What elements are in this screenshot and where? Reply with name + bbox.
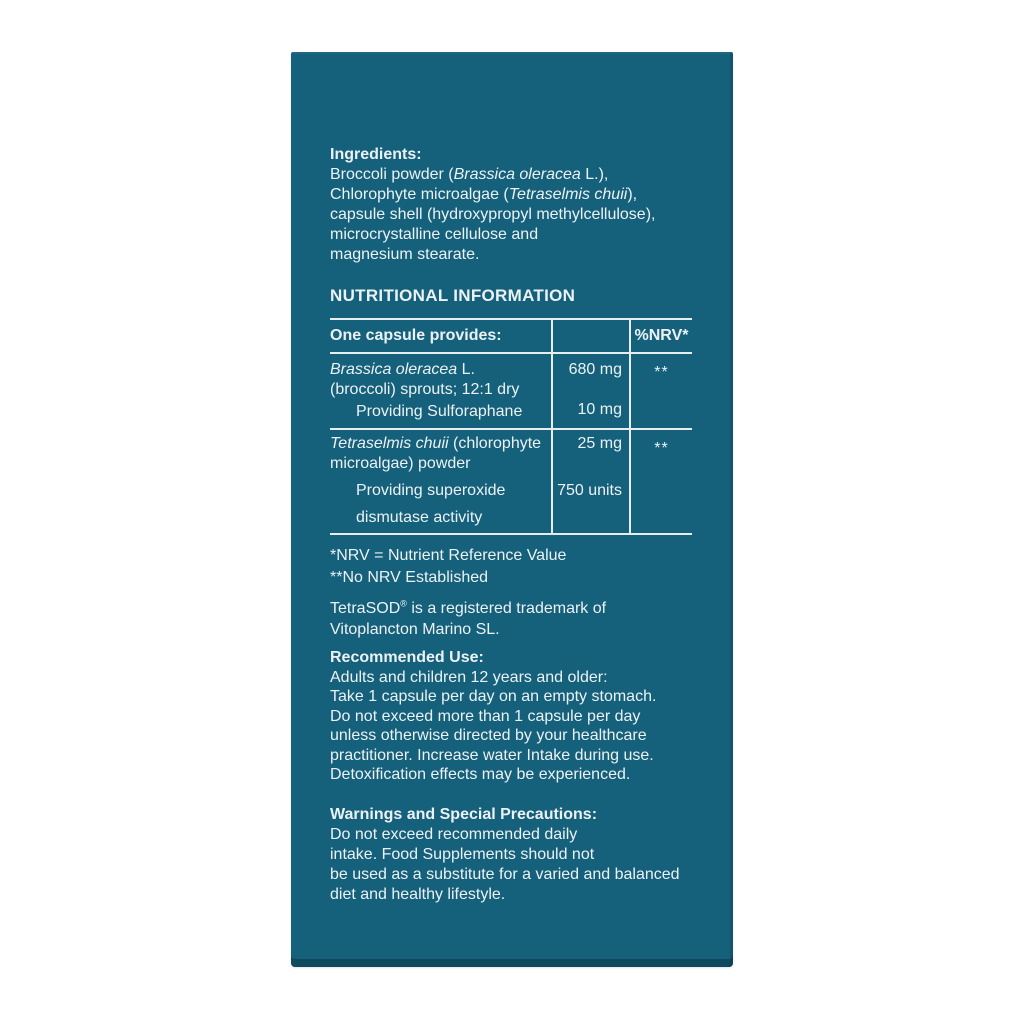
ingredient-text: ), bbox=[627, 186, 638, 203]
brand-name: TetraSOD bbox=[330, 600, 401, 617]
ingredient-text: L.), bbox=[580, 166, 609, 183]
sod-amount: 750 units bbox=[557, 482, 622, 499]
recommended-use-line: unless otherwise directed by your healthcare bbox=[330, 727, 647, 744]
nrv-footnotes bbox=[330, 545, 566, 589]
warnings-line: be used as a substitute for a varied and balanced bbox=[330, 866, 680, 883]
recommended-use-heading: Recommended Use: bbox=[330, 649, 484, 666]
supplement-box-back-panel bbox=[291, 52, 733, 967]
nutrition-table bbox=[330, 318, 692, 535]
ingredients-section bbox=[330, 145, 655, 265]
broccoli-amount: 680 mg bbox=[568, 361, 622, 378]
table-row-broccoli bbox=[330, 354, 692, 430]
tetraselmis-name-cell bbox=[330, 430, 551, 533]
warnings-line: Do not exceed recommended daily bbox=[330, 826, 578, 843]
registered-mark: ® bbox=[400, 598, 407, 609]
recommended-use-line: Do not exceed more than 1 capsule per day bbox=[330, 707, 641, 725]
ingredient-text: Broccoli powder ( bbox=[330, 166, 454, 183]
nutritional-information-heading: NUTRITIONAL INFORMATION bbox=[330, 286, 576, 305]
tetraselmis-amount: 25 mg bbox=[577, 435, 622, 452]
broccoli-name-cell bbox=[330, 354, 551, 428]
trademark-line2: Vitoplancton Marino SL. bbox=[330, 621, 500, 638]
broccoli-amount-cell bbox=[551, 354, 629, 428]
broccoli-name-line2: (broccoli) sprouts; 12:1 dry bbox=[330, 381, 520, 398]
broccoli-name-line1 bbox=[330, 360, 551, 380]
nrv-footnote-2: **No NRV Established bbox=[330, 569, 489, 586]
ingredient-text: Chlorophyte microalgae ( bbox=[330, 186, 509, 203]
sod-sub-row-label-line2: dismutase activity bbox=[356, 509, 483, 526]
ingredients-line: microcrystalline cellulose and bbox=[330, 226, 539, 243]
warnings-heading: Warnings and Special Precautions: bbox=[330, 806, 598, 823]
recommended-use-line: Detoxification effects may be experienced. bbox=[330, 766, 631, 783]
recommended-use-line: Take 1 capsule per day on an empty stomach. bbox=[330, 688, 657, 705]
species-name: Tetraselmis chuii bbox=[330, 435, 449, 452]
sod-sub-row-label-line1: Providing superoxide bbox=[356, 482, 506, 499]
warnings-line: intake. Food Supplements should not bbox=[330, 846, 595, 863]
name-text: L. bbox=[457, 361, 475, 378]
ingredients-line bbox=[330, 185, 655, 205]
trademark-notice bbox=[330, 598, 606, 640]
name-text: (chlorophyte bbox=[448, 435, 542, 452]
ingredients-heading: Ingredients: bbox=[330, 146, 422, 163]
sulforaphane-amount: 10 mg bbox=[577, 401, 622, 418]
broccoli-nrv-cell bbox=[629, 354, 692, 428]
ingredients-line: magnesium stearate. bbox=[330, 246, 480, 263]
tetraselmis-name-line1 bbox=[330, 434, 551, 454]
table-row-tetraselmis bbox=[330, 430, 692, 533]
species-name: Brassica oleracea bbox=[453, 166, 581, 183]
species-name: Brassica oleracea bbox=[330, 361, 458, 378]
recommended-use-section bbox=[330, 648, 656, 785]
header-amount-column bbox=[551, 320, 629, 352]
recommended-use-line: Adults and children 12 years and older: bbox=[330, 668, 608, 686]
warnings-section bbox=[330, 805, 680, 905]
recommended-use-line: practitioner. Increase water Intake during use. bbox=[330, 746, 654, 764]
header-one-capsule-provides: One capsule provides: bbox=[330, 327, 502, 344]
tetraselmis-name-line2: microalgae) powder bbox=[330, 455, 471, 472]
tetraselmis-amount-cell bbox=[551, 430, 629, 533]
header-nrv-column: %NRV* bbox=[629, 320, 692, 352]
sulforaphane-sub-row-label: Providing Sulforaphane bbox=[356, 403, 523, 420]
ingredients-line: capsule shell (hydroxypropyl methylcellulose), bbox=[330, 206, 656, 223]
ingredients-line bbox=[330, 165, 655, 185]
species-name: Tetraselmis chuii bbox=[508, 186, 628, 203]
tetraselmis-nrv-cell bbox=[629, 430, 692, 533]
nrv-footnote-1: *NRV = Nutrient Reference Value bbox=[330, 547, 567, 564]
nutrition-table-header-row bbox=[330, 320, 692, 354]
trademark-text: is a registered trademark of bbox=[406, 600, 607, 617]
trademark-line1 bbox=[330, 598, 606, 619]
broccoli-nrv-asterisks: ** bbox=[654, 364, 669, 381]
warnings-line: diet and healthy lifestyle. bbox=[330, 886, 506, 903]
tetraselmis-nrv-asterisks: ** bbox=[654, 440, 669, 457]
